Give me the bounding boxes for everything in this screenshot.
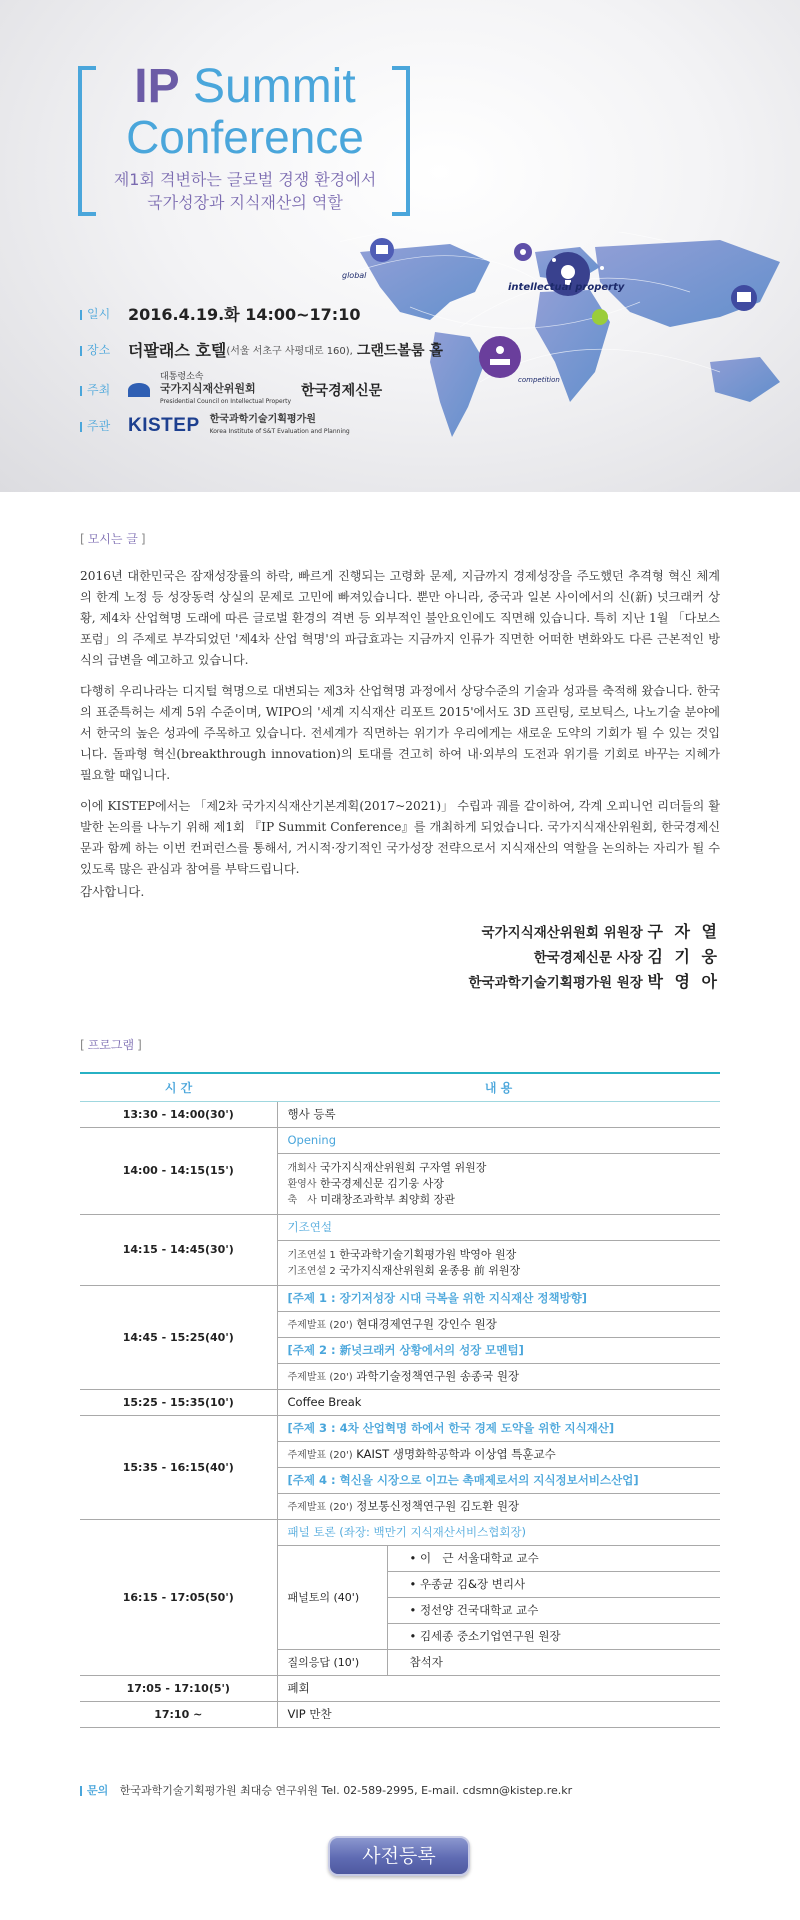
row-content <box>277 1311 720 1337</box>
qa-label: 질의응답 (10') <box>277 1649 387 1675</box>
row-time: 17:05 - 17:10(5') <box>80 1675 277 1701</box>
title-line1 <box>100 62 390 112</box>
council-en: Presidential Council on Intellectual Property <box>160 398 292 405</box>
contact-text: 한국과학기술기획평가원 최대승 연구위원 Tel. 02-589-2995, E-mail. cdsmn@kistep.re.kr <box>119 1784 573 1797</box>
row-content: 행사 등록 <box>277 1101 720 1127</box>
place-hall: 그랜드볼룸 홀 <box>356 342 443 359</box>
row-time: 15:35 - 16:15(40') <box>80 1415 277 1519</box>
signer-title: 한국경제신문 사장 <box>533 950 643 966</box>
topic-title: [주제 4 : 혁신을 시장으로 이끄는 촉매제로서의 지식정보서비스산업] <box>277 1467 720 1493</box>
contact-info <box>80 1782 572 1798</box>
table-row <box>80 1127 720 1153</box>
line-label: 주제발표 (20') <box>287 1372 353 1383</box>
row-content: 폐회 <box>277 1675 720 1701</box>
title-conference: Conference <box>126 111 364 163</box>
row-content <box>277 1363 720 1389</box>
line-label: 기조연설 2 <box>287 1265 336 1277</box>
organizer-tag: 주관 <box>80 417 128 434</box>
table-row <box>80 1285 720 1311</box>
table-row <box>80 1101 720 1127</box>
row-content <box>277 1240 720 1285</box>
kistep-kr: 한국과학기술기획평가원 <box>209 414 316 425</box>
line-text: 현대경제연구원 강인수 원장 <box>356 1317 497 1331</box>
letter-paragraph: 2016년 대한민국은 잠재성장률의 하락, 빠르게 진행되는 고령화 문제, 지금까지 경제성장을 주도했던 추격형 혁신 체계의 한계 노정 등 성장동력 상실의 문제로 고민에 빠져있습니다. 뿐만 아니라, 중국과 일본 사이에서의 신(新) 넛크래커 상황, 제4차 산업혁명 도래에 따른 글로벌 환경의 격변 등 외부적인 불안요인에도 직면해 있습니다. 특히 지난 1월 「다보스 포럼」의 주제로 부각되었던 '제4차 산업 혁명'의 파급효과는 지금까지 인류가 직면한 어떠한 변화와도 다른 근본적인 방식의 급변을 예고하고 있습니다. <box>80 569 720 667</box>
title-ip: IP <box>134 60 180 113</box>
panel-label: 패널토의 (40') <box>277 1545 387 1649</box>
table-header <box>80 1073 720 1101</box>
signers <box>469 920 720 995</box>
right-bracket <box>392 66 410 216</box>
table-row <box>80 1675 720 1701</box>
date-tag: 일시 <box>80 305 128 322</box>
table-row <box>80 1214 720 1240</box>
council-top: 대통령소속 <box>160 372 204 382</box>
council-name: 국가지식재산위원회 <box>160 382 256 395</box>
line-text: 미래창조과학부 최양희 장관 <box>320 1192 455 1206</box>
line-text: 한국과학기술기획평가원 박영아 원장 <box>339 1247 517 1261</box>
line-label: 주제발표 (20') <box>287 1502 353 1513</box>
subtitle-line1: 제1회 격변하는 글로벌 경쟁 환경에서 <box>113 170 377 189</box>
hankyung-logo: 한국경제신문 <box>301 382 383 399</box>
map-label-competition: competition <box>518 376 560 384</box>
contact-tag: 문의 <box>80 1784 108 1797</box>
place-tag: 장소 <box>80 341 128 358</box>
row-heading: 기조연설 <box>277 1214 720 1240</box>
letter-paragraph: 이에 KISTEP에서는 「제2차 국가지식재산기본계획(2017~2021)」 수립과 궤를 같이하여, 각계 오피니언 리더들의 활발한 논의를 나누기 위해 제1회 『IP Summit Conference』를 개최하게 되었습니다. 국가지식재산위원회, 한국경제신문과 함께 하는 이번 컨퍼런스를 통해서, 거시적·장기적인 국가성장 전략으로서 지식재산의 역할을 논의하는 자리가 될 수 있도록 많은 관심과 참여를 부탁드립니다. <box>80 799 720 876</box>
kistep-en: Korea Institute of S&T Evaluation and Planning <box>209 428 350 435</box>
table-row <box>80 1519 720 1545</box>
row-content <box>277 1441 720 1467</box>
panelist: • 이 근 서울대학교 교수 <box>387 1545 720 1571</box>
line-label: 개회사 <box>287 1162 317 1174</box>
subtitle-line2: 국가성장과 지식재산의 역할 <box>147 193 343 212</box>
organizer-logo <box>128 414 350 437</box>
line-label: 주제발표 (20') <box>287 1320 353 1331</box>
line-text: 정보통신정책연구원 김도환 원장 <box>356 1499 520 1513</box>
line-label: 환영사 <box>287 1178 317 1190</box>
row-heading: 패널 토론 (좌장: 백만기 지식재산서비스협회장) <box>277 1519 720 1545</box>
line-text: KAIST 생명화학공학과 이상엽 특훈교수 <box>356 1447 556 1461</box>
kistep-logo: KISTEP <box>128 414 200 436</box>
council-logo <box>160 372 291 407</box>
letter-thanks: 감사합니다. <box>80 884 145 899</box>
table-row <box>80 1701 720 1727</box>
row-content: Coffee Break <box>277 1389 720 1415</box>
row-time: 14:15 - 14:45(30') <box>80 1214 277 1285</box>
row-heading: Opening <box>277 1127 720 1153</box>
map-label-global: global <box>342 271 367 280</box>
line-label: 기조연설 1 <box>287 1249 336 1261</box>
topic-title: [주제 1 : 장기저성장 시대 극복을 위한 지식재산 정책방향] <box>277 1285 720 1311</box>
program-table <box>80 1072 720 1728</box>
letter-tag: [ 모시는 글 ] <box>80 530 146 547</box>
signer-name: 구 자 열 <box>647 922 720 941</box>
row-time: 14:00 - 14:15(15') <box>80 1127 277 1214</box>
line-text: 국가지식재산위원회 구자열 위원장 <box>319 1160 487 1174</box>
topic-title: [주제 3 : 4차 산업혁명 하에서 한국 경제 도약을 위한 지식재산] <box>277 1415 720 1441</box>
row-time: 13:30 - 14:00(30') <box>80 1101 277 1127</box>
row-time: 14:45 - 15:25(40') <box>80 1285 277 1389</box>
map-label-ip: intellectual property <box>508 282 625 293</box>
info-date <box>80 302 360 325</box>
line-label: 주제발표 (20') <box>287 1450 353 1461</box>
row-content <box>277 1153 720 1214</box>
letter-paragraph: 다행히 우리나라는 디지털 혁명으로 대변되는 제3차 산업혁명 과정에서 상당수준의 기술과 성과를 축적해 왔습니다. 한국의 표준특허는 세계 5위 수준이며, WIPO의 '세계 지식재산 리포트 2015'에서도 3D 프린팅, 로보틱스, 나노기술 분야에서 한국의 높은 성과에 주목하고 있습니다. 전세계가 직면하는 위기가 우리에게는 새로운 도약의 기회가 될 수 있는 것입니다. 돌파형 혁신(breakthrough innovation)의 토대를 견고히 하여 내·외부의 도전과 위기를 기회로 바꾸는 지혜가 필요할 때입니다. <box>80 684 720 782</box>
panelist: • 정선양 건국대학교 교수 <box>387 1597 720 1623</box>
header-banner <box>0 0 800 492</box>
signer-2 <box>469 945 720 970</box>
row-content <box>277 1493 720 1519</box>
info-place <box>80 338 443 361</box>
signer-name: 박 영 아 <box>647 972 720 991</box>
line-label: 축 사 <box>287 1194 317 1206</box>
signer-title: 국가지식재산위원회 위원장 <box>481 925 643 941</box>
row-time: 17:10 ~ <box>80 1701 277 1727</box>
host-tag: 주최 <box>80 381 128 398</box>
col-time: 시 간 <box>80 1073 277 1101</box>
left-bracket <box>78 66 96 216</box>
title-summit: Summit <box>193 60 356 113</box>
line-text: 국가지식재산위원회 윤종용 前 위원장 <box>339 1263 521 1277</box>
pre-register-button[interactable]: 사전등록 <box>328 1836 470 1876</box>
row-time: 16:15 - 17:05(50') <box>80 1519 277 1675</box>
table-row <box>80 1389 720 1415</box>
topic-title: [주제 2 : 新넛크래커 상황에서의 성장 모멘텀] <box>277 1337 720 1363</box>
signer-1 <box>469 920 720 945</box>
signer-name: 김 기 웅 <box>647 947 720 966</box>
qa-participants: 참석자 <box>387 1649 720 1675</box>
info-host <box>80 372 382 407</box>
signer-3 <box>469 970 720 995</box>
line-text: 한국경제신문 김기웅 사장 <box>319 1176 444 1190</box>
place-address: (서울 서초구 사평대로 160), <box>226 346 353 357</box>
council-logo-icon <box>128 383 150 397</box>
row-content: VIP 만찬 <box>277 1701 720 1727</box>
kistep-name <box>210 414 350 437</box>
panelist: • 김세종 중소기업연구원 원장 <box>387 1623 720 1649</box>
program-tag: [ 프로그램 ] <box>80 1036 142 1053</box>
signer-title: 한국과학기술기획평가원 원장 <box>468 975 643 991</box>
info-organizer <box>80 414 350 437</box>
line-text: 과학기술정책연구원 송종국 원장 <box>356 1369 520 1383</box>
table-row <box>80 1415 720 1441</box>
panelist: • 우종균 김&장 변리사 <box>387 1571 720 1597</box>
col-content: 내 용 <box>277 1073 720 1101</box>
date-value: 2016.4.19.화 14:00~17:10 <box>128 305 361 324</box>
letter-body <box>80 566 720 890</box>
row-time: 15:25 - 15:35(10') <box>80 1389 277 1415</box>
host-logos <box>128 372 382 407</box>
place-hotel: 더팔래스 호텔 <box>128 341 227 360</box>
subtitle <box>100 168 390 214</box>
